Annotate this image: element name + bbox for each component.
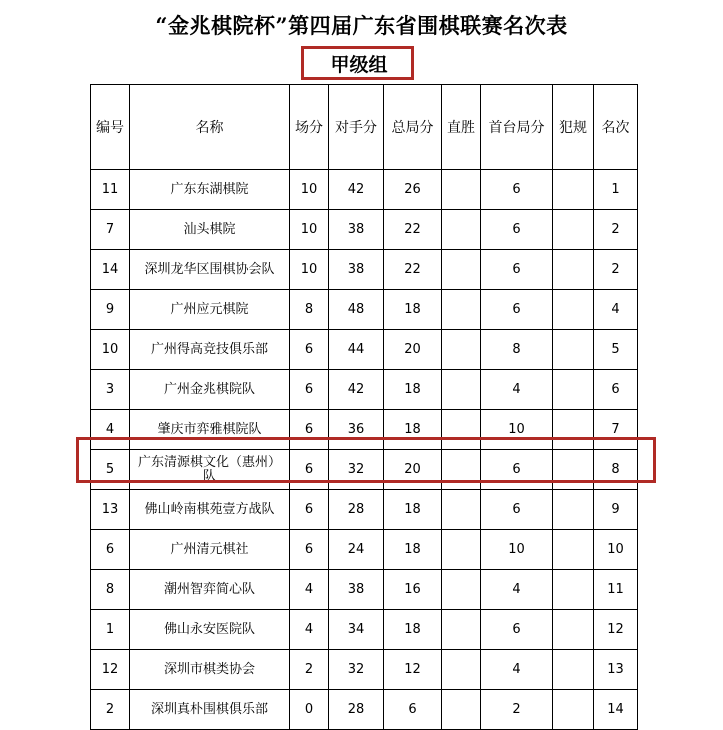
cell-opponent-points: 38 (329, 250, 384, 290)
cell-board1-points: 8 (481, 330, 553, 370)
cell-game-points: 18 (384, 490, 442, 530)
cell-rank: 6 (594, 370, 638, 410)
cell-fouls (553, 650, 594, 690)
cell-match-points: 6 (290, 490, 329, 530)
cell-fouls (553, 210, 594, 250)
table-row (91, 490, 638, 530)
cell-name: 广州清元棋社 (130, 530, 290, 570)
cell-number: 8 (91, 570, 130, 610)
cell-name: 深圳真朴围棋俱乐部 (130, 690, 290, 730)
cell-fouls (553, 490, 594, 530)
cell-opponent-points: 38 (329, 570, 384, 610)
cell-rank: 11 (594, 570, 638, 610)
cell-name: 佛山岭南棋苑壹方战队 (130, 490, 290, 530)
cell-fouls (553, 690, 594, 730)
cell-game-points: 18 (384, 290, 442, 330)
cell-opponent-points: 34 (329, 610, 384, 650)
cell-number: 9 (91, 290, 130, 330)
cell-match-points: 2 (290, 650, 329, 690)
cell-number: 5 (91, 450, 130, 490)
cell-direct-win (442, 450, 481, 490)
cell-number: 6 (91, 530, 130, 570)
cell-number: 13 (91, 490, 130, 530)
col-header-direct-win: 直胜 (442, 85, 481, 170)
cell-number: 7 (91, 210, 130, 250)
cell-rank: 4 (594, 290, 638, 330)
cell-rank: 7 (594, 410, 638, 450)
cell-game-points: 20 (384, 330, 442, 370)
cell-game-points: 18 (384, 370, 442, 410)
cell-fouls (553, 290, 594, 330)
cell-rank: 1 (594, 170, 638, 210)
table-row (91, 530, 638, 570)
cell-direct-win (442, 250, 481, 290)
table-row (91, 370, 638, 410)
table-row (91, 170, 638, 210)
cell-direct-win (442, 330, 481, 370)
col-header-match-points: 场分 (290, 85, 329, 170)
table-row (91, 450, 638, 490)
cell-game-points: 18 (384, 610, 442, 650)
cell-name: 汕头棋院 (130, 210, 290, 250)
cell-direct-win (442, 530, 481, 570)
cell-board1-points: 4 (481, 370, 553, 410)
page-title: “金兆棋院杯”第四届广东省围棋联赛名次表 (155, 13, 568, 38)
col-header-board1-points: 首台局分 (481, 85, 553, 170)
table-row (91, 290, 638, 330)
cell-name: 广东东湖棋院 (130, 170, 290, 210)
cell-name: 深圳龙华区围棋协会队 (130, 250, 290, 290)
cell-rank: 2 (594, 210, 638, 250)
cell-opponent-points: 38 (329, 210, 384, 250)
cell-match-points: 10 (290, 250, 329, 290)
cell-number: 3 (91, 370, 130, 410)
cell-opponent-points: 24 (329, 530, 384, 570)
cell-match-points: 6 (290, 410, 329, 450)
cell-board1-points: 10 (481, 530, 553, 570)
cell-board1-points: 6 (481, 490, 553, 530)
cell-direct-win (442, 650, 481, 690)
cell-number: 12 (91, 650, 130, 690)
cell-game-points: 18 (384, 530, 442, 570)
table-row (91, 410, 638, 450)
cell-direct-win (442, 490, 481, 530)
cell-direct-win (442, 170, 481, 210)
cell-name: 广州应元棋院 (130, 290, 290, 330)
cell-game-points: 20 (384, 450, 442, 490)
col-header-game-points: 总局分 (384, 85, 442, 170)
cell-game-points: 16 (384, 570, 442, 610)
col-header-name: 名称 (130, 85, 290, 170)
col-header-opponent-points: 对手分 (329, 85, 384, 170)
cell-board1-points: 4 (481, 650, 553, 690)
cell-rank: 13 (594, 650, 638, 690)
cell-fouls (553, 170, 594, 210)
cell-board1-points: 6 (481, 610, 553, 650)
cell-direct-win (442, 690, 481, 730)
cell-match-points: 6 (290, 370, 329, 410)
cell-number: 2 (91, 690, 130, 730)
cell-number: 10 (91, 330, 130, 370)
cell-board1-points: 6 (481, 250, 553, 290)
cell-name: 潮州智弈简心队 (130, 570, 290, 610)
cell-board1-points: 6 (481, 170, 553, 210)
cell-name: 广东清源棋文化（惠州）队 (130, 450, 290, 490)
cell-fouls (553, 410, 594, 450)
cell-match-points: 8 (290, 290, 329, 330)
cell-direct-win (442, 570, 481, 610)
cell-board1-points: 10 (481, 410, 553, 450)
cell-number: 11 (91, 170, 130, 210)
cell-name: 广州得高竞技俱乐部 (130, 330, 290, 370)
cell-direct-win (442, 290, 481, 330)
cell-game-points: 22 (384, 210, 442, 250)
cell-direct-win (442, 210, 481, 250)
cell-name: 佛山永安医院队 (130, 610, 290, 650)
table-row (91, 650, 638, 690)
cell-rank: 5 (594, 330, 638, 370)
cell-direct-win (442, 370, 481, 410)
table-row (91, 610, 638, 650)
table-row (91, 690, 638, 730)
cell-opponent-points: 42 (329, 170, 384, 210)
cell-game-points: 6 (384, 690, 442, 730)
cell-direct-win (442, 410, 481, 450)
cell-match-points: 0 (290, 690, 329, 730)
cell-rank: 10 (594, 530, 638, 570)
cell-direct-win (442, 610, 481, 650)
cell-match-points: 4 (290, 570, 329, 610)
cell-match-points: 6 (290, 450, 329, 490)
col-header-rank: 名次 (594, 85, 638, 170)
cell-match-points: 10 (290, 210, 329, 250)
cell-opponent-points: 42 (329, 370, 384, 410)
cell-game-points: 22 (384, 250, 442, 290)
cell-name: 深圳市棋类协会 (130, 650, 290, 690)
cell-number: 14 (91, 250, 130, 290)
cell-name: 广州金兆棋院队 (130, 370, 290, 410)
cell-rank: 12 (594, 610, 638, 650)
cell-name: 肇庆市弈雅棋院队 (130, 410, 290, 450)
cell-board1-points: 2 (481, 690, 553, 730)
cell-fouls (553, 610, 594, 650)
cell-board1-points: 6 (481, 290, 553, 330)
cell-opponent-points: 28 (329, 690, 384, 730)
cell-fouls (553, 370, 594, 410)
cell-board1-points: 4 (481, 570, 553, 610)
cell-fouls (553, 330, 594, 370)
table-row (91, 250, 638, 290)
cell-board1-points: 6 (481, 450, 553, 490)
cell-match-points: 4 (290, 610, 329, 650)
cell-game-points: 18 (384, 410, 442, 450)
cell-number: 4 (91, 410, 130, 450)
cell-board1-points: 6 (481, 210, 553, 250)
cell-fouls (553, 530, 594, 570)
cell-opponent-points: 32 (329, 450, 384, 490)
col-header-number: 编号 (91, 85, 130, 170)
cell-game-points: 26 (384, 170, 442, 210)
cell-fouls (553, 570, 594, 610)
cell-fouls (553, 250, 594, 290)
cell-match-points: 6 (290, 530, 329, 570)
table-row (91, 570, 638, 610)
table-header-row (91, 85, 638, 170)
col-header-fouls: 犯规 (553, 85, 594, 170)
cell-match-points: 6 (290, 330, 329, 370)
cell-rank: 8 (594, 450, 638, 490)
cell-opponent-points: 36 (329, 410, 384, 450)
cell-opponent-points: 44 (329, 330, 384, 370)
cell-rank: 14 (594, 690, 638, 730)
cell-opponent-points: 48 (329, 290, 384, 330)
cell-fouls (553, 450, 594, 490)
cell-game-points: 12 (384, 650, 442, 690)
cell-match-points: 10 (290, 170, 329, 210)
cell-opponent-points: 28 (329, 490, 384, 530)
group-label: 甲级组 (330, 54, 388, 76)
cell-number: 1 (91, 610, 130, 650)
cell-rank: 9 (594, 490, 638, 530)
cell-rank: 2 (594, 250, 638, 290)
cell-opponent-points: 32 (329, 650, 384, 690)
table-row (91, 210, 638, 250)
ranking-table (90, 84, 638, 730)
table-row (91, 330, 638, 370)
